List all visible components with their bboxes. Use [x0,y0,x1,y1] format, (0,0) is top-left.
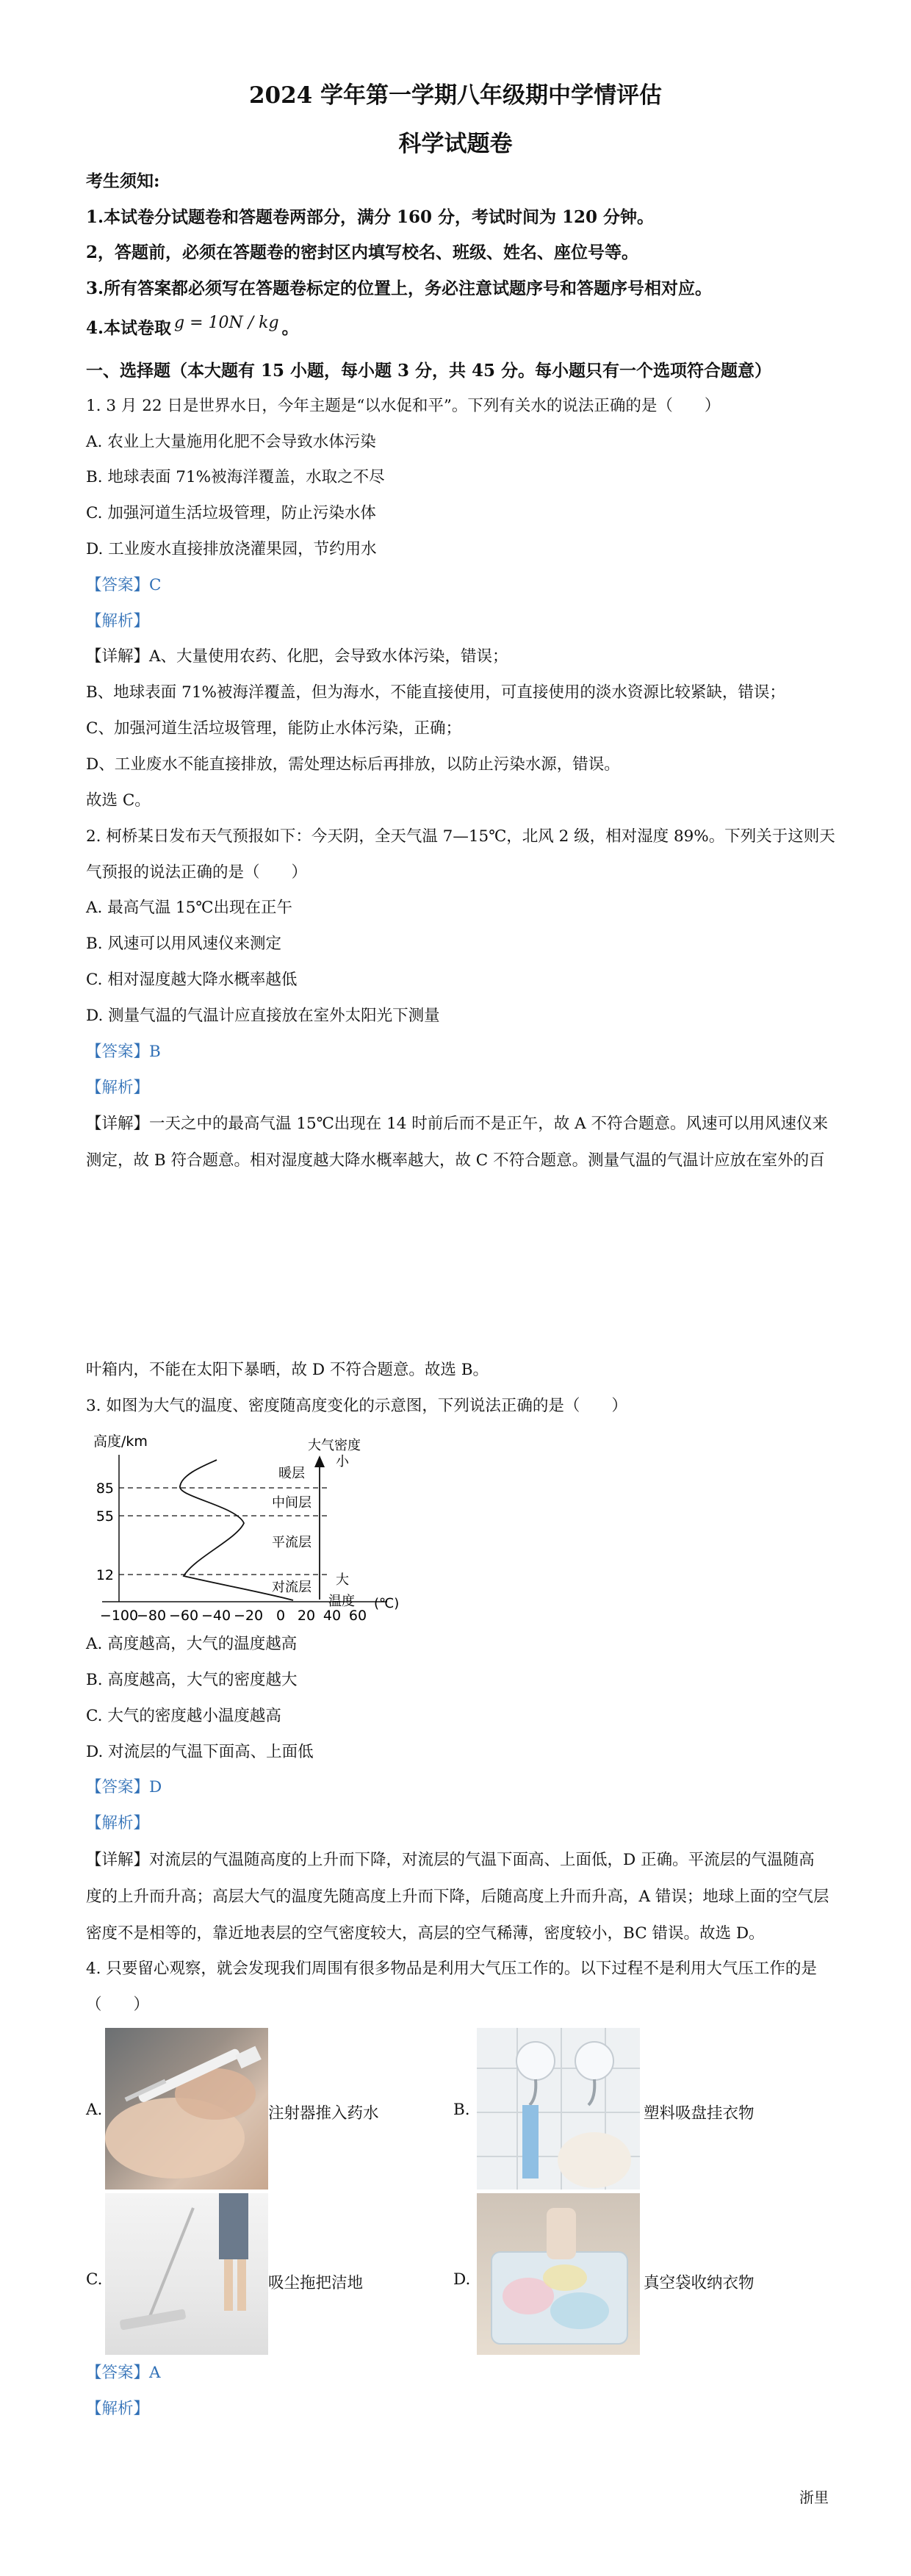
suction-hook-photo [477,2028,640,2190]
x-tick: −100 [99,1608,139,1624]
density-label: 大气密度 [308,1438,361,1453]
question-4-stem-line-1: 4. 只要留心观察，就会发现我们周围有很多物品是利用大气压工作的。以下过程不是利用大气压工作的是 [86,1960,817,1978]
question-3-option-b: B. 高度越高，大气的密度越大 [86,1671,298,1689]
question-1-stem: 1. 3 月 22 日是世界水日，今年主题是“以水促和平”。下列有关水的说法正确的是（ ） [86,397,721,415]
question-2-analysis-label: 【解析】 [86,1079,150,1097]
layer-label-thermosphere: 暖层 [278,1466,305,1481]
layer-label-stratosphere: 平流层 [272,1535,312,1550]
question-1-detail-2: B、地球表面 71%被海洋覆盖，但为海水，不能直接使用，可直接使用的淡水资源比较紧缺，错误； [86,683,785,702]
notice-item-4 [86,314,835,340]
page-footer: 浙里 [799,2489,829,2506]
x-tick: 60 [348,1608,367,1624]
y-tick-55: 55 [96,1508,114,1525]
notice-item-4-prefix: 4.本试卷取 [86,318,172,338]
question-1-option-c: C. 加强河道生活垃圾管理，防止污染水体 [86,504,376,522]
question-2-option-b: B. 风速可以用风速仪来测定 [86,935,281,953]
question-4-answer: 【答案】A [86,2364,161,2382]
question-2-stem-line-1: 2. 柯桥某日发布天气预报如下：今天阴，全天气温 7—15℃，北风 2 级，相对湿度 89%。下列关于这则天 [86,827,835,846]
question-4-option-a-letter: A. [86,2101,103,2119]
x-tick: −20 [233,1608,264,1624]
question-2-option-d: D. 测量气温的气温计应直接放在室外太阳光下测量 [86,1007,440,1025]
notice-heading: 考生须知: [86,171,160,191]
question-2-option-a: A. 最高气温 15℃出现在正午 [86,899,292,917]
question-3-stem: 3. 如图为大气的温度、密度随高度变化的示意图，下列说法正确的是（ ） [86,1397,627,1415]
question-1-conclusion: 故选 C。 [86,791,151,810]
page-subtitle: 科学试题卷 [398,131,513,157]
question-4-option-b-letter: B. [453,2101,470,2119]
question-1-answer: 【答案】C [86,576,162,594]
question-3-analysis-label: 【解析】 [86,1814,150,1832]
layer-label-troposphere: 对流层 [272,1580,312,1595]
question-3-option-a: A. 高度越高，大气的温度越高 [86,1635,298,1653]
section-heading: 一、选择题（本大题有 15 小题，每小题 3 分，共 45 分。每小题只有一个选项符合题意） [86,361,772,381]
notice-item-4-suffix: 。 [281,318,299,338]
question-1-detail-1: 【详解】A、大量使用农药、化肥，会导致水体污染，错误； [86,647,508,666]
diagram-y-axis-label: 高度/km [93,1433,148,1450]
question-1-detail-4: D、工业废水不能直接排放，需处理达标后再排放，以防止污染水源，错误。 [86,755,620,774]
x-tick: −60 [168,1608,199,1624]
question-1-detail-3: C、加强河道生活垃圾管理，能防止水体污染，正确； [86,719,461,738]
question-4-analysis-label: 【解析】 [86,2400,150,2418]
x-tick: −80 [136,1608,167,1624]
density-big-label: 大 [336,1572,349,1588]
layer-label-mesosphere: 中间层 [272,1495,312,1511]
x-tick: 0 [276,1608,286,1624]
x-tick: 20 [297,1608,316,1624]
question-4-option-c-letter: C. [86,2270,103,2289]
question-2-stem-line-2: 气预报的说法正确的是（ ） [86,863,308,882]
question-3-option-d: D. 对流层的气温下面高、上面低 [86,1743,314,1761]
question-1-option-b: B. 地球表面 71%被海洋覆盖，水取之不尽 [86,468,385,486]
question-1-option-a: A. 农业上大量施用化肥不会导致水体污染 [86,433,376,451]
notice-item-1: 1.本试卷分试题卷和答题卷两部分，满分 160 分，考试时间为 120 分钟。 [86,207,655,227]
question-4-option-b-text: 塑料吸盘挂衣物 [644,2104,755,2123]
question-2-answer: 【答案】B [86,1043,161,1061]
notice-item-2: 2，答题前，必须在答题卷的密封区内填写校名、班级、姓名、座位号等。 [86,242,639,262]
atmosphere-diagram [86,1429,453,1627]
question-3-detail: 【详解】对流层的气温随高度的上升而下降，对流层的气温下面高、上面低，D 正确。平流层的气温随高度的上升而升高；高层大气的温度先随高度上升而下降，后随高度上升而升高，A 错误；地球上面的空气层密度不是相等的，靠近地表层的空气密度较大，高层的空气稀薄，密度较小，BC 错误。故选 D。 [86,1851,829,1943]
notice-item-3: 3.所有答案都必须写在答题卷标定的位置上，务必注意试题序号和答题序号相对应。 [86,278,713,298]
density-arrow-head [314,1456,325,1467]
question-3-answer: 【答案】D [86,1778,162,1796]
y-tick-12: 12 [96,1567,114,1583]
density-small-label: 小 [336,1454,349,1469]
x-tick: −40 [201,1608,231,1624]
temperature-label: 温度 [328,1594,355,1609]
gravity-formula: g = 10N / kg [174,314,279,332]
question-2-detail-continued: 叶箱内，不能在太阳下暴晒，故 D 不符合题意。故选 B。 [86,1361,489,1379]
question-4-option-d-letter: D. [453,2270,471,2289]
vacuum-bag-photo [477,2193,640,2355]
question-4-option-a-text: 注射器推入药水 [268,2104,379,2123]
y-tick-85: 85 [96,1481,114,1497]
page-title: 2024 学年第一学期八年级期中学情评估 [248,82,663,109]
mop-photo [105,2193,268,2355]
question-4-option-c-text: 吸尘拖把洁地 [268,2274,364,2292]
syringe-photo [105,2028,268,2190]
question-2-option-c: C. 相对湿度越大降水概率越低 [86,971,298,989]
x-tick: 40 [323,1608,342,1624]
question-4-stem-line-2: （ ） [86,1996,150,2014]
question-4-option-d-text: 真空袋收纳衣物 [644,2274,755,2292]
question-2-detail: 【详解】一天之中的最高气温 15℃出现在 14 时前后而不是正午，故 A 不符合题意。风速可以用风速仪来测定，故 B 符合题意。相对湿度越大降水概率越大，故 C 不符合题意。测量气温的气温计应放在室外的百 [86,1115,828,1170]
x-axis-unit: (℃) [374,1596,400,1611]
question-3-option-c: C. 大气的密度越小温度越高 [86,1707,281,1725]
question-1-option-d: D. 工业废水直接排放浇灌果园，节约用水 [86,540,377,558]
question-1-analysis-label: 【解析】 [86,612,150,630]
